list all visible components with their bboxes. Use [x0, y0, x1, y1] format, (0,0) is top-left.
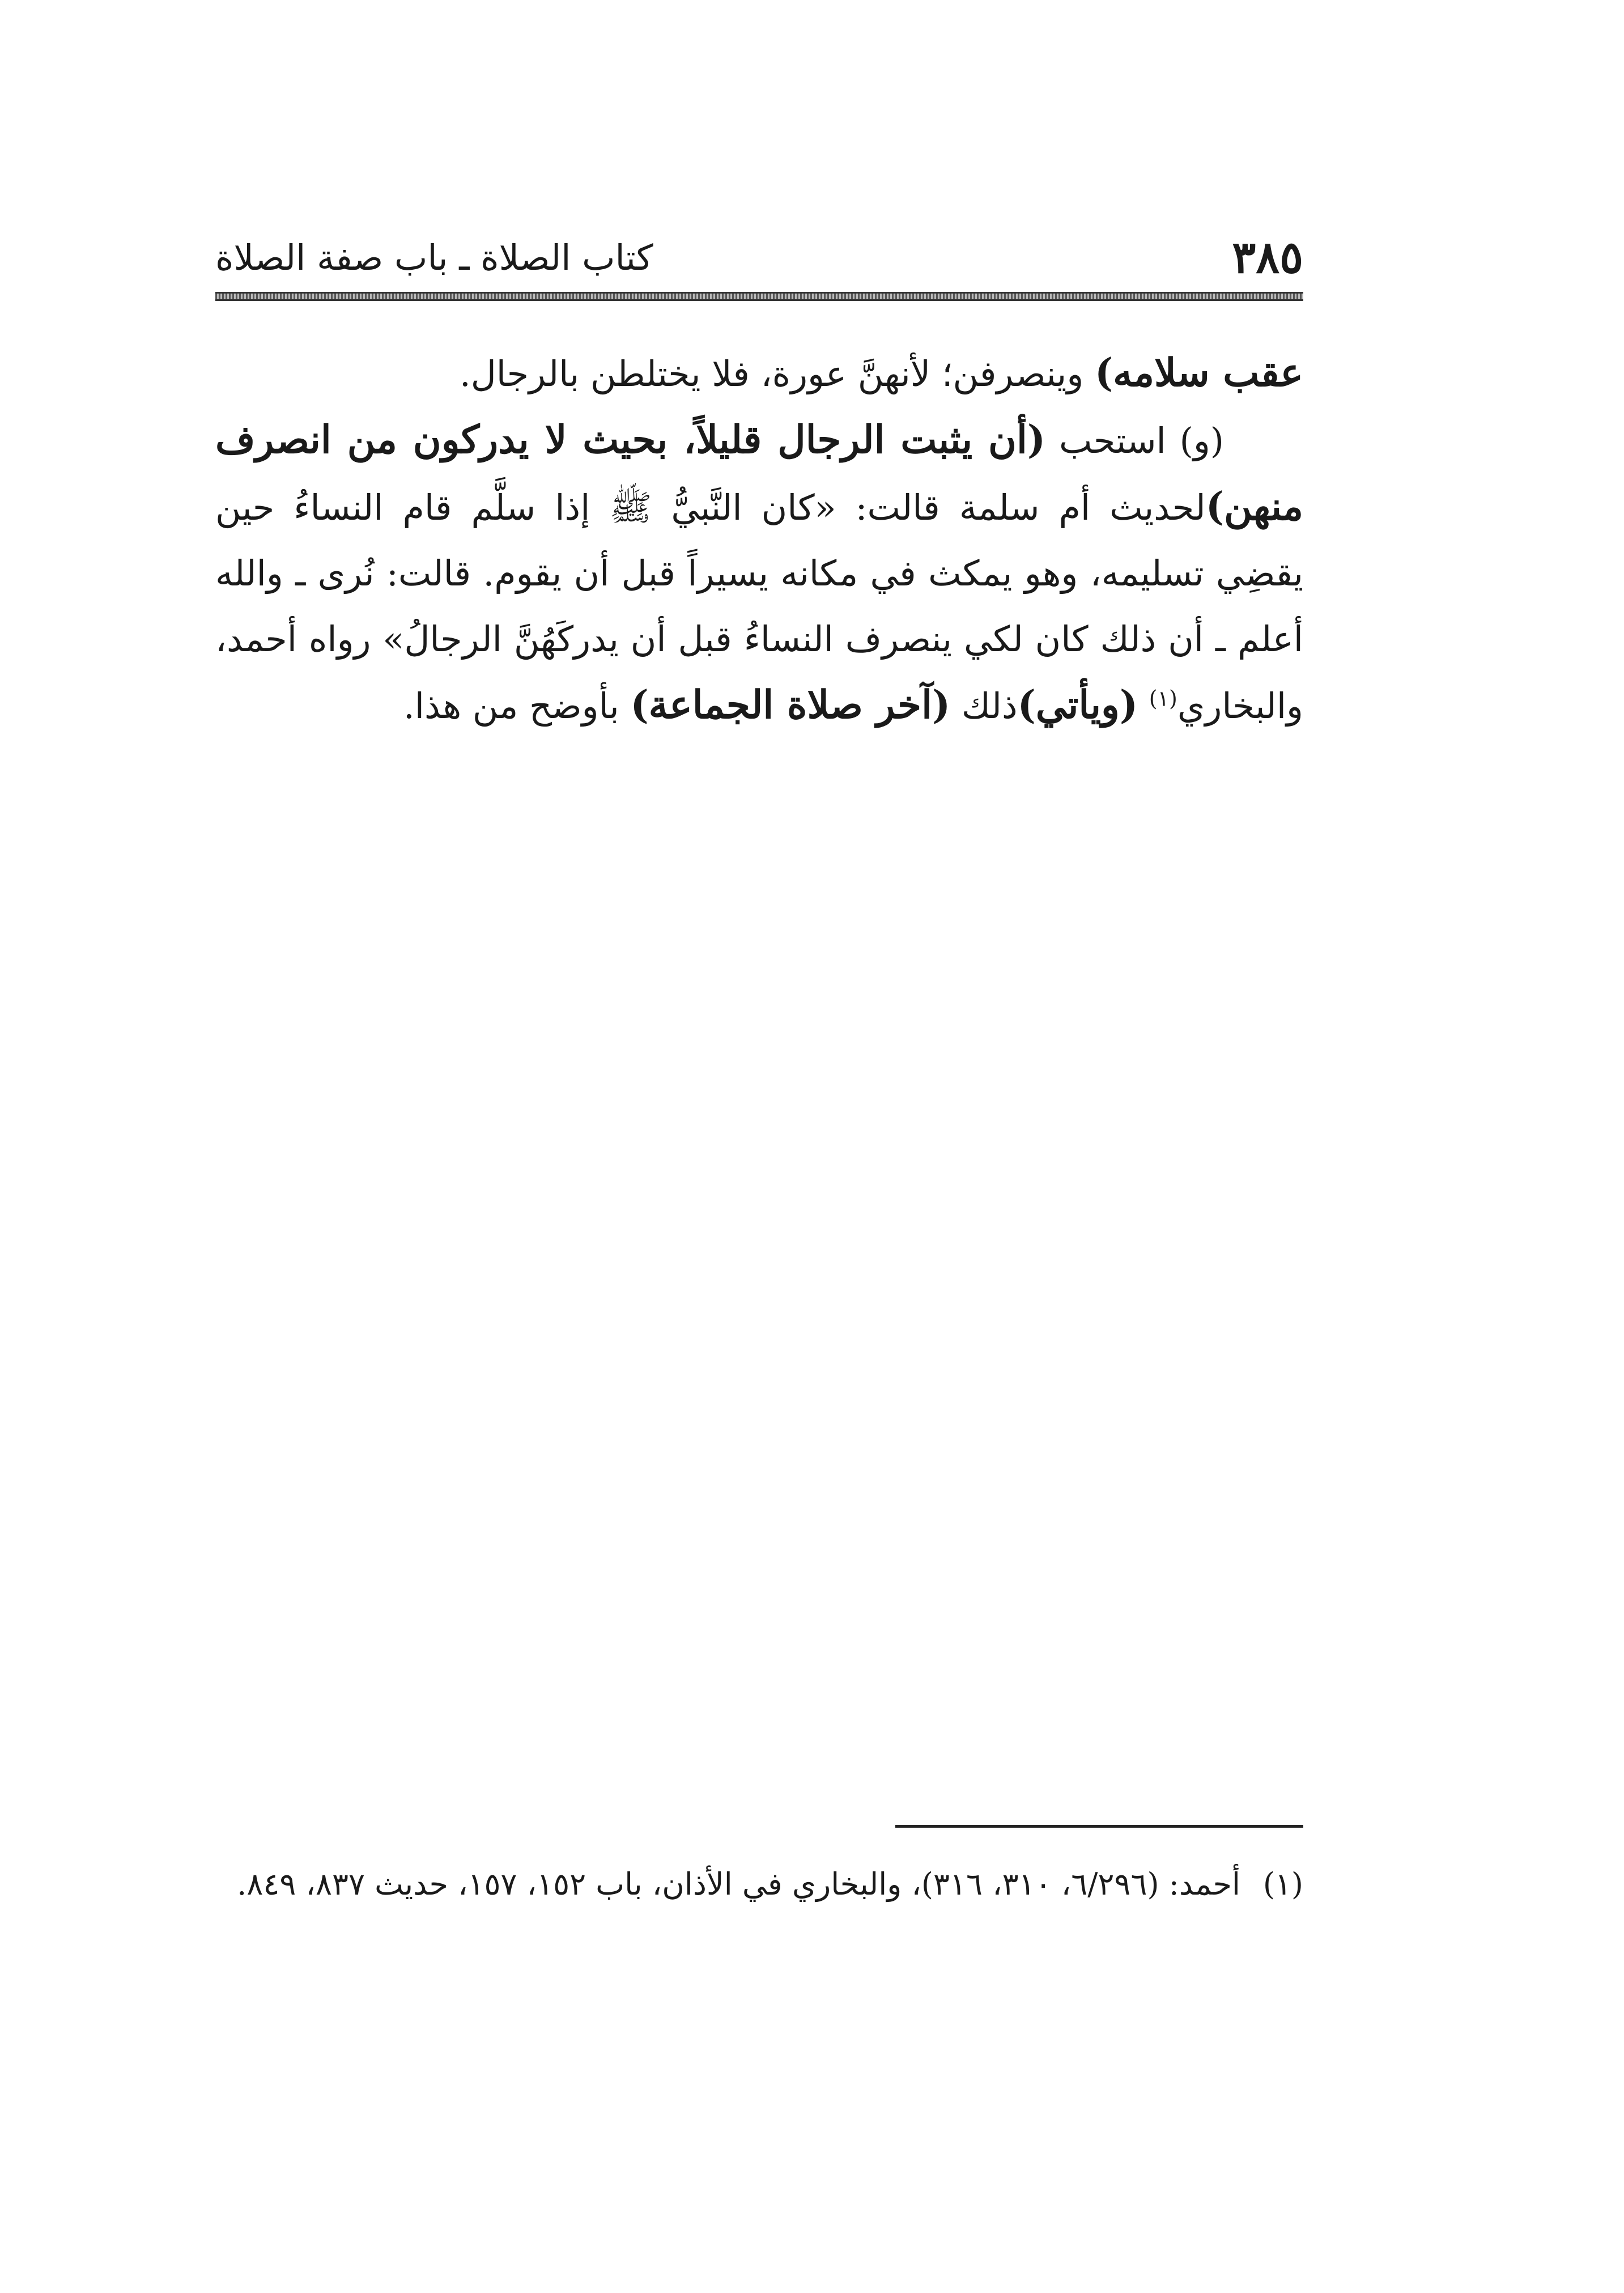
page-header	[215, 224, 1303, 292]
body-text	[215, 340, 1303, 739]
bold-phrase: (ويأتي)	[1017, 682, 1138, 728]
paragraph-2	[215, 407, 1303, 739]
bold-phrase: (آخر صلاة الجماعة)	[630, 682, 951, 728]
footnote	[215, 1856, 1303, 1913]
text-span	[1138, 685, 1149, 727]
paragraph-1	[215, 340, 1303, 407]
running-head: كتاب الصلاة ـ باب صفة الصلاة	[215, 237, 653, 278]
page-number: ٣٨٥	[1232, 232, 1303, 283]
text-span: (و) استحب	[1045, 420, 1224, 461]
footnote-marker: (١)	[1262, 1866, 1303, 1902]
footnote-text: أحمد: (٦/٢٩٦، ٣١٠، ٣١٦)، والبخاري في الأذان، باب ١٥٢، ١٥٧، حديث ٨٣٧، ٨٤٩.	[237, 1866, 1240, 1902]
text-span: وينصرفن؛ لأنهنَّ عورة، فلا يختلطن بالرجال.	[460, 353, 1095, 394]
text-span: بأوضح من هذا.	[403, 685, 631, 727]
bold-phrase: (أن يثبت الرجال قليلاً، بحيث لا يدركون من انصرف منهن)	[215, 417, 1303, 529]
header-rule	[215, 292, 1303, 301]
footnote-ref: (١)	[1149, 686, 1177, 711]
text-span: لحديث أم سلمة قالت: «كان النَّبيُّ ﷺ إذا سلَّم قام النساءُ حين يقضِي تسليمه، وهو يمكث في مكانه يسيراً قبل أن يقوم. قالت: نُرى ـ والله أعلم ـ أن ذلك كان لكي ينصرف النساءُ قبل أن يدركَهُنَّ الرجالُ» رواه أحمد، والبخاري	[215, 487, 1303, 727]
bold-phrase: عقب سلامه)	[1094, 350, 1303, 396]
footnote-rule	[895, 1825, 1303, 1828]
text-span: ذلك	[950, 685, 1018, 727]
